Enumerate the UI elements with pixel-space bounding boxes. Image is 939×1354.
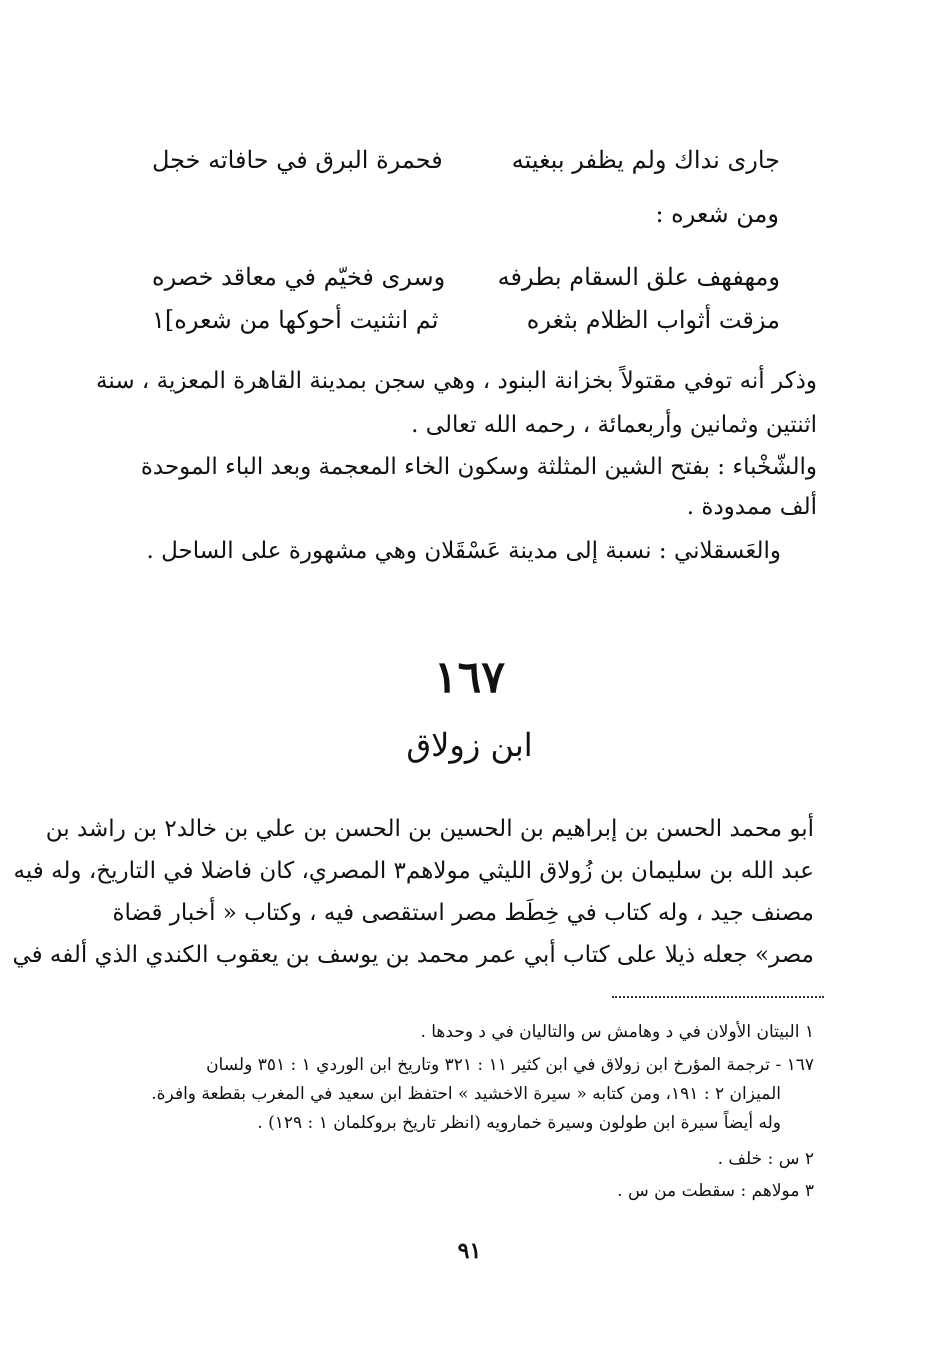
verse-line-2 bbox=[152, 263, 780, 291]
footnote-167-line: ١٦٧ - ترجمة المؤرخ ابن زولاق في ابن كثير ١١ : ٣٢١ وتاريخ ابن الوردي ١ : ٣٥١ ولسان bbox=[206, 1055, 814, 1075]
entry-text-line: مصنف جيد ، وله كتاب في خِطَط مصر استقصى فيه ، وكتاب « أخبار قضاة bbox=[112, 900, 814, 926]
footnote-divider bbox=[612, 996, 824, 998]
verse-line-3 bbox=[152, 306, 780, 334]
entry-number: ١٦٧ bbox=[434, 652, 505, 703]
verse-hemistich-right: جارى نداك ولم يظفر ببغيته bbox=[511, 146, 780, 174]
verse-hemistich-right: مزقت أثواب الظلام بثغره bbox=[526, 306, 780, 334]
entry-title: ابن زولاق bbox=[406, 726, 533, 764]
footnote-167-line: الميزان ٢ : ١٩١، ومن كتابه « سيرة الاخشيد » احتفظ ابن سعيد في المغرب بقطعة وافرة. bbox=[151, 1084, 781, 1104]
paragraph-line: وذكر أنه توفي مقتولاً بخزانة البنود ، وهي سجن بمدينة القاهرة المعزية ، سنة bbox=[96, 368, 817, 394]
paragraph-line: ألف ممدودة . bbox=[686, 494, 817, 520]
verse-hemistich-left: فحمرة البرق في حافاته خجل bbox=[152, 146, 443, 174]
footnote-2: ٢ س : خلف . bbox=[717, 1149, 814, 1169]
page-number: ٩١ bbox=[457, 1238, 482, 1264]
poem-intro: ومن شعره : bbox=[655, 200, 779, 228]
verse-line-1 bbox=[152, 146, 780, 174]
paragraph-line: والشّخْباء : بفتح الشين المثلثة وسكون الخاء المعجمة وبعد الباء الموحدة bbox=[140, 454, 817, 480]
paragraph-line: والعَسقلاني : نسبة إلى مدينة عَسْقَلان وهي مشهورة على الساحل . bbox=[146, 538, 781, 564]
verse-hemistich-left: ثم انثنيت أحوكها من شعره]١ bbox=[152, 306, 439, 334]
entry-text-line: مصر» جعله ذيلا على كتاب أبي عمر محمد بن يوسف بن يعقوب الكندي الذي ألفه في bbox=[12, 942, 814, 968]
footnote-3: ٣ مولاهم : سقطت من س . bbox=[617, 1181, 814, 1201]
verse-hemistich-left: وسرى فخيّم في معاقد خصره bbox=[152, 263, 446, 291]
footnote-167-line: وله أيضاً سيرة ابن طولون وسيرة خمارويه (انظر تاريخ بروكلمان ١ : ١٢٩) . bbox=[257, 1113, 781, 1133]
verse-hemistich-right: ومهفهف علق السقام بطرفه bbox=[497, 263, 780, 291]
entry-text-line: عبد الله بن سليمان بن زُولاق الليثي مولاهم٣ المصري، كان فاضلا في التاريخ، وله فيه bbox=[13, 858, 814, 884]
paragraph-line: اثنتين وثمانين وأربعمائة ، رحمه الله تعالى . bbox=[411, 412, 817, 438]
footnote-1: ١ البيتان الأولان في د وهامش س والتاليان في د وحدها . bbox=[420, 1022, 814, 1042]
entry-text-line: أبو محمد الحسن بن إبراهيم بن الحسين بن الحسن بن علي بن خالد٢ بن راشد بن bbox=[45, 816, 814, 842]
